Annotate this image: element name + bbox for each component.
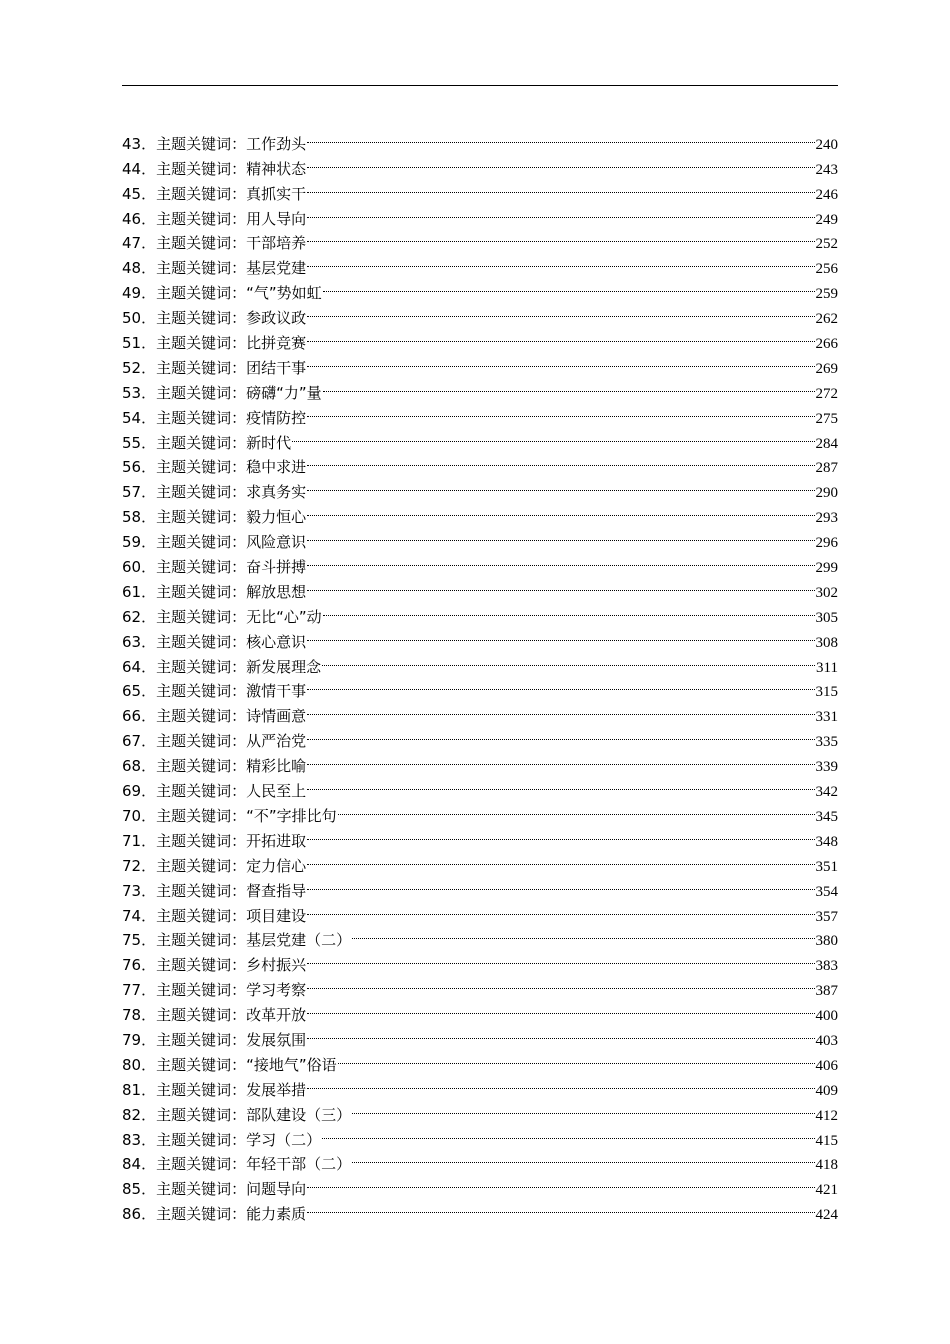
toc-entry-page-number: 308	[815, 634, 838, 651]
toc-entry-page-number: 348	[815, 833, 838, 850]
toc-entry-title: 81．主题关键词：发展举措	[122, 1080, 307, 1099]
toc-dot-leader	[307, 248, 814, 273]
toc-entry-page-number: 252	[815, 236, 838, 253]
toc-dot-leader	[307, 572, 814, 597]
toc-entry-page-number: 311	[816, 659, 838, 676]
toc-entry-page-number: 354	[815, 883, 838, 900]
toc-entry-title: 86．主题关键词：能力素质	[122, 1205, 307, 1224]
toc-entry-page-number: 351	[815, 858, 838, 875]
toc-entry-page-number: 342	[815, 784, 838, 801]
toc-entry-page-number: 240	[815, 136, 838, 153]
toc-dot-leader	[352, 1145, 814, 1170]
toc-dot-leader	[307, 174, 814, 199]
toc-dot-leader	[307, 1169, 814, 1194]
toc-entry-title: 70．主题关键词：“不”字排比句	[122, 806, 337, 825]
toc-dot-leader	[352, 1095, 814, 1120]
toc-entry-page-number: 380	[815, 933, 838, 950]
toc-dot-leader	[338, 796, 815, 821]
toc-entry-page-number: 335	[815, 734, 838, 751]
toc-entry-title: 64．主题关键词：新发展理念	[122, 657, 322, 676]
toc-entry-title: 72．主题关键词：定力信心	[122, 856, 307, 875]
toc-dot-leader	[307, 547, 814, 572]
toc-entry-title: 74．主题关键词：项目建设	[122, 906, 307, 925]
toc-entry-page-number: 415	[815, 1132, 838, 1149]
toc-entry-page-number: 424	[815, 1207, 838, 1224]
toc-dot-leader	[307, 622, 814, 647]
toc-entry[interactable]	[122, 124, 838, 153]
toc-dot-leader	[307, 149, 814, 174]
toc-entry-page-number: 403	[815, 1032, 838, 1049]
toc-dot-leader	[307, 672, 814, 697]
toc-dot-leader	[307, 696, 814, 721]
toc-entry-page-number: 299	[815, 560, 838, 577]
toc-entry-page-number: 284	[815, 435, 838, 452]
toc-entry-title: 45．主题关键词：真抓实干	[122, 184, 307, 203]
toc-entry-title: 73．主题关键词：督查指导	[122, 881, 307, 900]
toc-dot-leader	[307, 1194, 814, 1219]
toc-entry-title: 69．主题关键词：人民至上	[122, 782, 307, 801]
toc-dot-leader	[307, 398, 814, 423]
toc-entry-page-number: 400	[815, 1008, 838, 1025]
toc-dot-leader	[307, 348, 814, 373]
toc-dot-leader	[352, 921, 814, 946]
toc-entry-page-number: 290	[815, 485, 838, 502]
toc-entry-title: 46．主题关键词：用人导向	[122, 209, 307, 228]
toc-entry-title: 67．主题关键词：从严治党	[122, 732, 307, 751]
toc-entry-page-number: 409	[815, 1082, 838, 1099]
toc-dot-leader	[307, 970, 814, 995]
toc-dot-leader	[307, 746, 814, 771]
toc-dot-leader	[307, 1020, 814, 1045]
toc-entry-title: 47．主题关键词：干部培养	[122, 234, 307, 253]
toc-entry-title: 56．主题关键词：稳中求进	[122, 458, 307, 477]
toc-entry-page-number: 418	[815, 1157, 838, 1174]
toc-dot-leader	[307, 1070, 814, 1095]
toc-dot-leader	[307, 846, 814, 871]
toc-dot-leader	[323, 597, 815, 622]
toc-dot-leader	[307, 771, 814, 796]
toc-dot-leader	[307, 124, 814, 149]
toc-entry-page-number: 243	[815, 161, 838, 178]
toc-dot-leader	[338, 1045, 815, 1070]
toc-entry-page-number: 293	[815, 510, 838, 527]
toc-entry-title: 63．主题关键词：核心意识	[122, 632, 307, 651]
toc-dot-leader	[307, 721, 814, 746]
toc-entry-title: 43．主题关键词：工作劲头	[122, 134, 307, 153]
toc-dot-leader	[322, 1120, 814, 1145]
toc-entry-title: 55．主题关键词：新时代	[122, 433, 292, 452]
toc-entry-page-number: 387	[815, 983, 838, 1000]
header-rule	[122, 85, 838, 86]
toc-dot-leader	[307, 323, 814, 348]
toc-entry-title: 58．主题关键词：毅力恒心	[122, 508, 307, 527]
toc-dot-leader	[307, 871, 814, 896]
toc-entry-title: 59．主题关键词：风险意识	[122, 533, 307, 552]
toc-dot-leader	[307, 522, 814, 547]
toc-entry-title: 53．主题关键词：磅礴“力”量	[122, 383, 322, 402]
toc-dot-leader	[323, 273, 815, 298]
toc-entry-page-number: 249	[815, 211, 838, 228]
toc-entry-page-number: 269	[815, 360, 838, 377]
toc-entry-page-number: 383	[815, 958, 838, 975]
toc-entry-page-number: 262	[815, 311, 838, 328]
toc-dot-leader	[307, 448, 814, 473]
toc-entry-page-number: 296	[815, 535, 838, 552]
toc-entry-page-number: 266	[815, 336, 838, 353]
toc-entry-title: 75．主题关键词：基层党建（二）	[122, 931, 352, 950]
toc-entry-page-number: 256	[815, 261, 838, 278]
toc-dot-leader	[307, 298, 814, 323]
toc-entry-page-number: 421	[815, 1182, 838, 1199]
toc-entry-page-number: 275	[815, 410, 838, 427]
toc-entry-title: 49．主题关键词：“气”势如虹	[122, 284, 322, 303]
toc-entry-title: 57．主题关键词：求真务实	[122, 483, 307, 502]
toc-entry-title: 71．主题关键词：开拓进取	[122, 831, 307, 850]
toc-dot-leader	[307, 995, 814, 1020]
table-of-contents	[122, 124, 838, 1224]
toc-entry-page-number: 339	[815, 759, 838, 776]
toc-dot-leader	[307, 821, 814, 846]
toc-entry-page-number: 331	[815, 709, 838, 726]
toc-entry-page-number: 315	[815, 684, 838, 701]
toc-entry-title: 80．主题关键词：“接地气”俗语	[122, 1055, 337, 1074]
toc-entry-page-number: 287	[815, 460, 838, 477]
toc-entry-title: 78．主题关键词：改革开放	[122, 1006, 307, 1025]
toc-entry-page-number: 406	[815, 1057, 838, 1074]
toc-entry-title: 52．主题关键词：团结干事	[122, 358, 307, 377]
toc-entry-title: 62．主题关键词：无比“心”动	[122, 607, 322, 626]
toc-entry-page-number: 259	[815, 286, 838, 303]
toc-entry-title: 68．主题关键词：精彩比喻	[122, 757, 307, 776]
toc-entry-title: 65．主题关键词：激情干事	[122, 682, 307, 701]
toc-entry-title: 85．主题关键词：问题导向	[122, 1180, 307, 1199]
toc-entry-title: 79．主题关键词：发展氛围	[122, 1030, 307, 1049]
toc-entry-title: 60．主题关键词：奋斗拼搏	[122, 558, 307, 577]
toc-entry-page-number: 305	[815, 609, 838, 626]
toc-entry-title: 84．主题关键词：年轻干部（二）	[122, 1155, 352, 1174]
toc-dot-leader	[292, 423, 814, 448]
toc-entry-title: 83．主题关键词：学习（二）	[122, 1130, 322, 1149]
toc-entry-title: 82．主题关键词：部队建设（三）	[122, 1105, 352, 1124]
toc-entry-page-number: 246	[815, 186, 838, 203]
toc-entry-title: 61．主题关键词：解放思想	[122, 582, 307, 601]
toc-entry-page-number: 357	[815, 908, 838, 925]
toc-entry-title: 51．主题关键词：比拼竞赛	[122, 334, 307, 353]
toc-entry-title: 54．主题关键词：疫情防控	[122, 408, 307, 427]
toc-dot-leader	[322, 647, 815, 672]
toc-dot-leader	[323, 373, 815, 398]
toc-dot-leader	[307, 199, 814, 224]
toc-dot-leader	[307, 896, 814, 921]
toc-entry-title: 50．主题关键词：参政议政	[122, 309, 307, 328]
toc-dot-leader	[307, 945, 814, 970]
toc-entry-page-number: 272	[815, 385, 838, 402]
toc-entry-title: 48．主题关键词：基层党建	[122, 259, 307, 278]
toc-entry-page-number: 345	[815, 808, 838, 825]
toc-entry-page-number: 412	[815, 1107, 838, 1124]
toc-dot-leader	[307, 224, 814, 249]
toc-entry-page-number: 302	[815, 584, 838, 601]
toc-dot-leader	[307, 497, 814, 522]
toc-entry-title: 76．主题关键词：乡村振兴	[122, 956, 307, 975]
toc-dot-leader	[307, 472, 814, 497]
toc-entry-title: 66．主题关键词：诗情画意	[122, 707, 307, 726]
toc-entry-title: 77．主题关键词：学习考察	[122, 981, 307, 1000]
toc-entry-title: 44．主题关键词：精神状态	[122, 159, 307, 178]
